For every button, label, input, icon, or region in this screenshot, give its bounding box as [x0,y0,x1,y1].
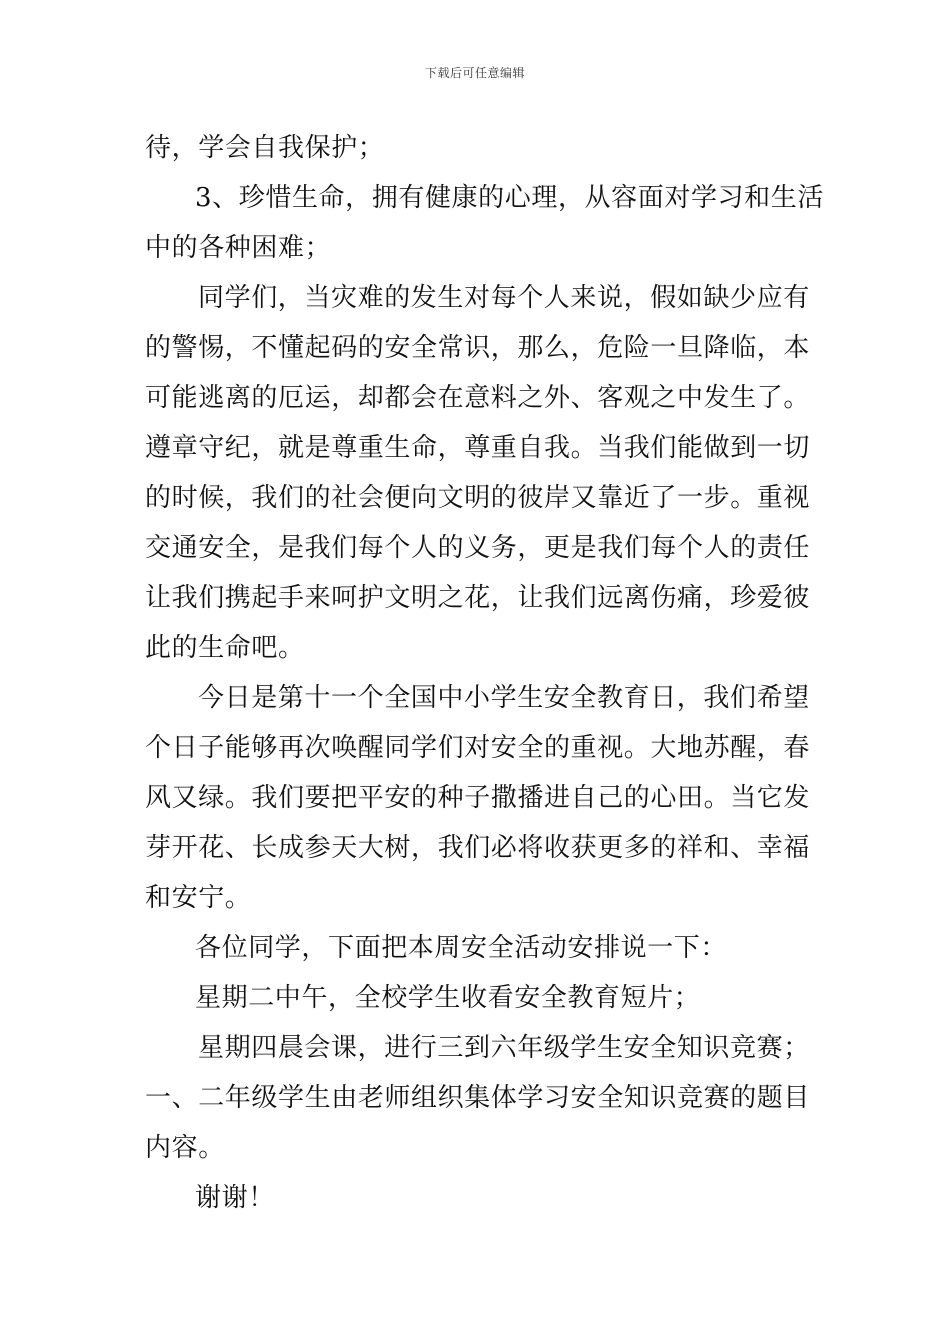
text-line: 此的生命吧。 [145,633,305,663]
text-line: 交通安全，是我们每个人的义务，更是我们每个人的责任 [145,533,811,563]
text-line: 可能逃离的厄运，却都会在意料之外、客观之中发生了。 [145,383,811,413]
text-line: 和安宁。 [145,883,252,913]
text-line: 今日是第十一个全国中小学生安全教育日，我们希望 [198,683,810,713]
text-line: 芽开花、长成参天大树，我们必将收获更多的祥和、幸福 [145,833,811,863]
text-line: 中的各种困难； [145,233,332,263]
text-line: 同学们，当灾难的发生对每个人来说，假如缺少应有 [198,283,810,313]
text-line: 星期二中午，全校学生收看安全教育短片； [195,983,701,1013]
text-line: 遵章守纪，就是尊重生命，尊重自我。当我们能做到一切 [145,433,811,463]
text-line: 的时候，我们的社会便向文明的彼岸又靠近了一步。重视 [145,483,811,513]
text-line: 一、二年级学生由老师组织集体学习安全知识竞赛的题目 [145,1083,811,1113]
text-line: 谢谢！ [195,1183,275,1213]
text-line: 风又绿。我们要把平安的种子撒播进自己的心田。当它发 [145,783,811,813]
text-line: 的警惕，不懂起码的安全常识，那么，危险一旦降临，本 [145,333,811,363]
text-line: 内容。 [145,1133,225,1163]
text-line: 3、珍惜生命，拥有健康的心理，从容面对学习和生活 [195,183,824,213]
text-line: 星期四晨会课，进行三到六年级学生安全知识竞赛； [198,1033,810,1063]
page-header: 下载后可任意编辑 [424,66,525,80]
text-line: 待，学会自我保护； [145,133,385,163]
text-line: 个日子能够再次唤醒同学们对安全的重视。大地苏醒，春 [145,733,811,763]
text-line: 各位同学，下面把本周安全活动安排说一下： [195,933,728,963]
text-line: 让我们携起手来呵护文明之花，让我们远离伤痛，珍爱彼 [145,583,811,613]
